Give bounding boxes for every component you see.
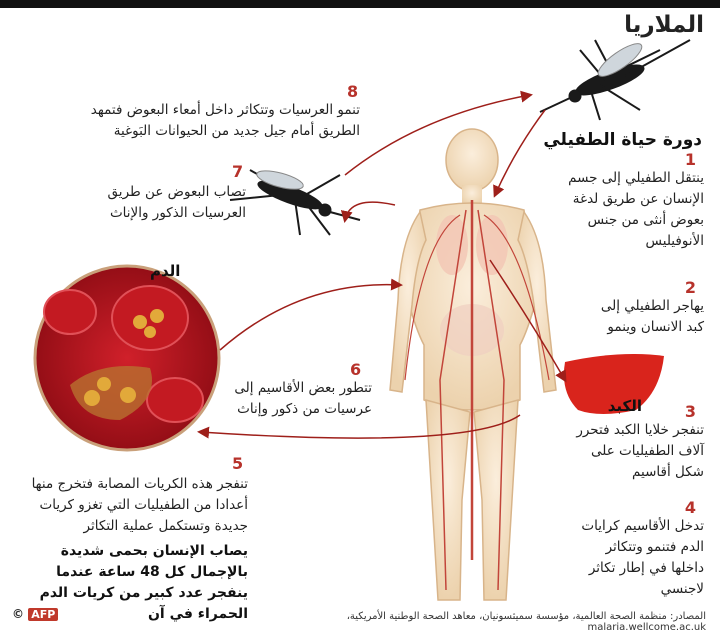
step-2-number: 2 — [684, 278, 696, 297]
afp-credit: © AFP — [12, 607, 58, 621]
step-3-number: 3 — [684, 402, 696, 421]
mosquito-middle-illustration — [230, 167, 360, 235]
mosquito-top-illustration — [540, 39, 690, 120]
step-5-number: 5 — [232, 454, 244, 473]
step-4-number: 4 — [684, 498, 696, 517]
liver-label: الكبد — [607, 397, 642, 415]
human-body-illustration — [390, 129, 556, 600]
step-2-text: يهاجر الطفيلي إلى كبد الانسان وينمو — [600, 298, 704, 335]
blood-label: الدم — [150, 262, 181, 280]
step-5-fever-note: يصاب الإنسان بحمى شديدة بالإجمال كل 48 ساعة عندما ينفجر عدد كبير من كريات الدم الحمراء في آن — [39, 543, 248, 622]
step-4-text: تدخل الأقاسيم كرايات الدم فتنمو وتتكاثر داخلها في إطار تكاثر لاجنسي — [581, 518, 704, 597]
page-title: الملاريا — [624, 12, 704, 38]
step-7-number: 7 — [232, 162, 244, 181]
step-6-number: 6 — [350, 360, 362, 379]
step-6-text: تتطور بعض الأقاسيم إلى عرسيات من ذكور وإناث — [234, 380, 372, 417]
cycle-subtitle: دورة حياة الطفيلي — [543, 130, 702, 150]
afp-logo: AFP — [28, 608, 58, 621]
sources-footer: المصادر: منظمة الصحة العالمية، مؤسسة سميثسونيان، معاهد الصحة الوطنية الأمريكية، malaria.wellcome.ac.uk — [346, 611, 706, 632]
step-1-text: ينتقل الطفيلي إلى جسم الإنسان عن طريق لدغة بعوض أنثى من جنس الأنوفيليس — [568, 170, 704, 249]
step-3-text: تنفجر خلايا الكبد فتحرر آلاف الطفيليات على شكل أقاسيم — [576, 422, 704, 480]
blood-cells-illustration — [35, 266, 219, 450]
step-8-text: تنمو العرسيات وتتكاثر داخل أمعاء البعوض فتمهد الطريق أمام جيل جديد من الحيوانات البَوغية — [90, 102, 360, 139]
step-1-number: 1 — [684, 150, 696, 169]
step-5-text: تنفجر هذه الكريات المصابة فتخرج منها أعدادا من الطفيليات التي تغزو كريات جديدة وتستكمل عملية التكاثر — [31, 476, 248, 534]
step-7-text: تصاب البعوض عن طريق العرسيات الذكور والإناث — [107, 184, 246, 221]
step-8-number: 8 — [347, 82, 359, 101]
